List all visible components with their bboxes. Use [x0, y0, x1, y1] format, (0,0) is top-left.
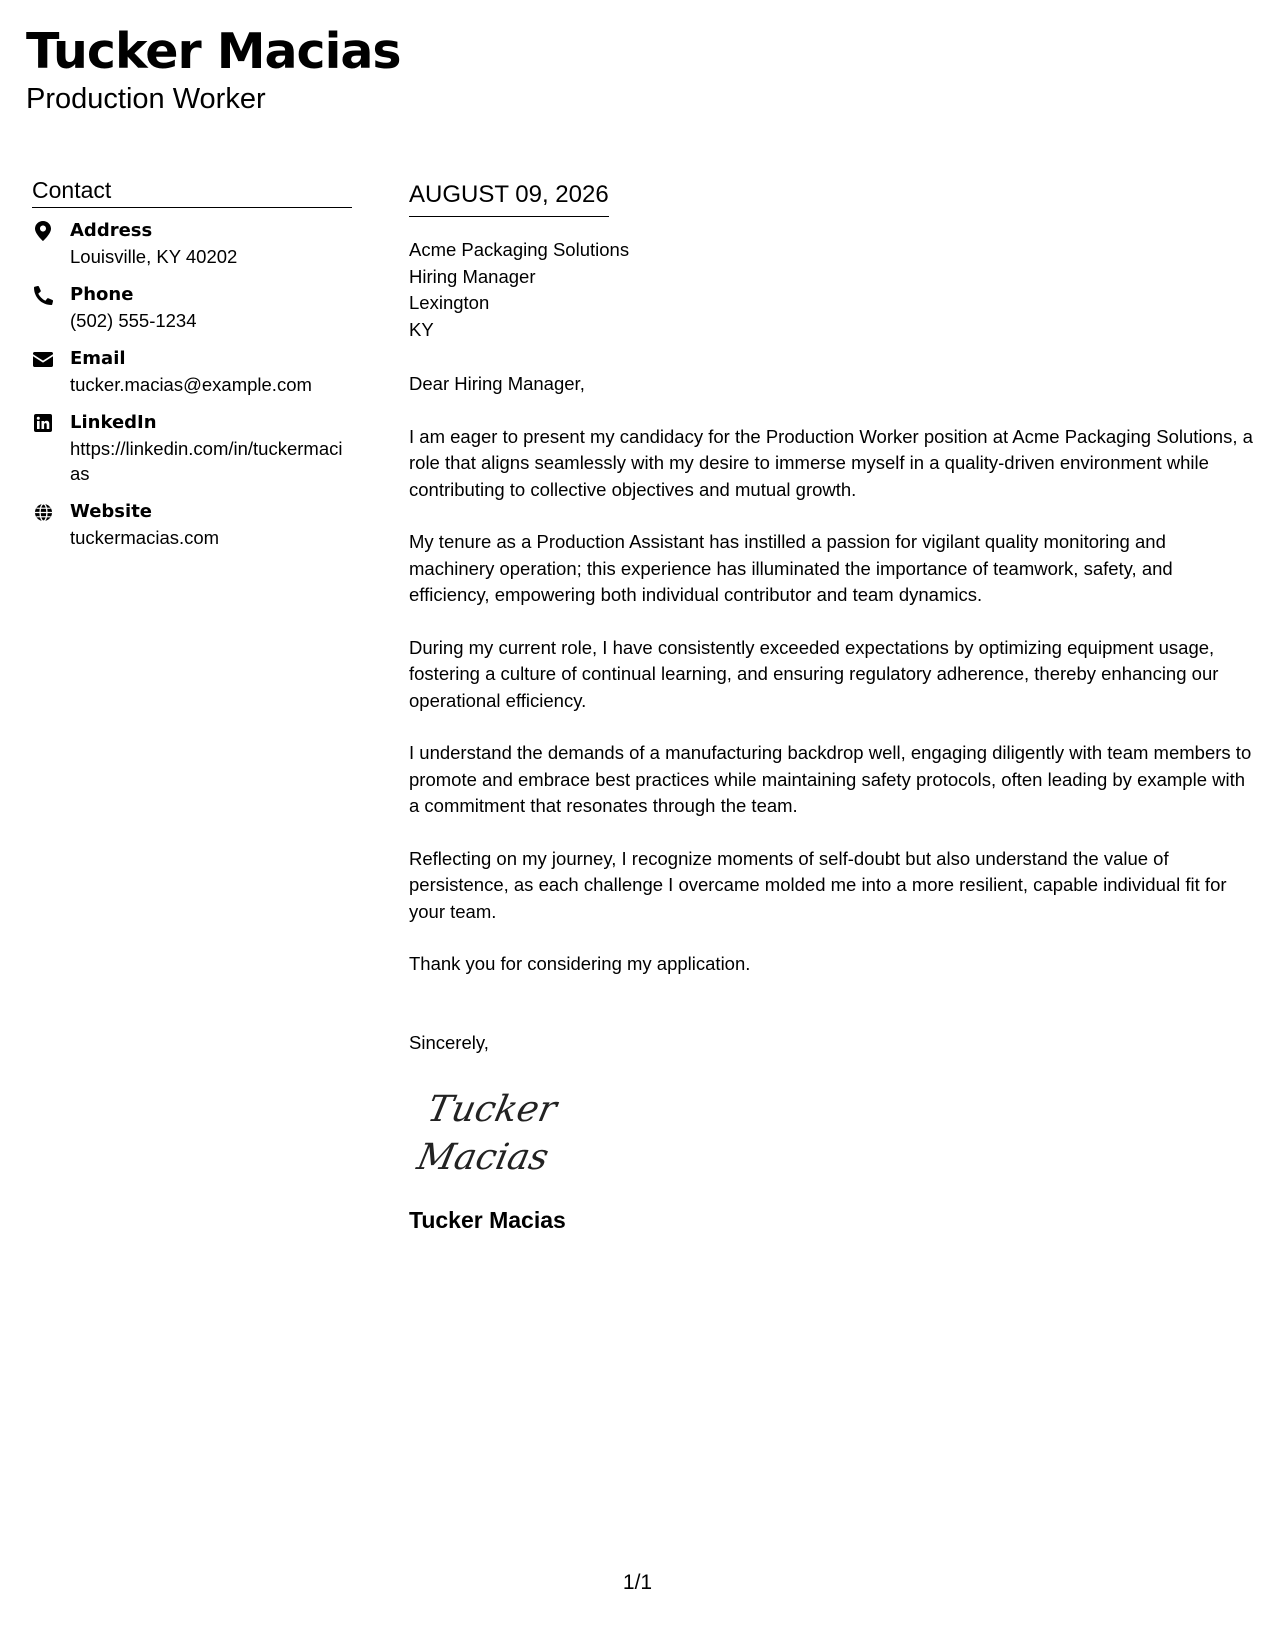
- contact-item-linkedin: [32, 410, 352, 486]
- contact-item-address: [32, 218, 352, 269]
- linkedin-label: LinkedIn: [70, 412, 157, 433]
- address-value: Louisville, KY 40202: [70, 246, 238, 267]
- address-label: Address: [70, 220, 153, 241]
- linkedin-value[interactable]: https://linkedin.com/in/tuckermacias: [70, 438, 343, 484]
- email-label: Email: [70, 348, 126, 369]
- recipient-city: Lexington: [409, 292, 490, 313]
- recipient-block: [409, 237, 1254, 343]
- map-pin-icon: [32, 220, 54, 242]
- recipient-state: KY: [409, 318, 434, 340]
- handwritten-signature: Tucker Macias: [413, 1089, 561, 1178]
- applicant-name: Tucker Macias: [26, 23, 401, 80]
- recipient-role: Hiring Manager: [409, 265, 536, 287]
- contact-heading: Contact: [32, 176, 352, 208]
- cover-letter-body: [409, 180, 1254, 1234]
- website-value[interactable]: tuckermacias.com: [70, 527, 220, 548]
- letter-paragraph: I understand the demands of a manufacturing backdrop well, engaging diligently with team members to promote and embrace best practices while maintaining safety protocols, often leading by example with a commitment that resonates through the team.: [409, 742, 1252, 816]
- phone-value: (502) 555-1234: [70, 310, 197, 331]
- salutation: Dear Hiring Manager,: [409, 373, 585, 394]
- contact-item-website: [32, 499, 352, 550]
- recipient-company: Acme Packaging Solutions: [409, 239, 630, 260]
- email-value[interactable]: tucker.macias@example.com: [70, 374, 312, 395]
- letter-paragraph: Reflecting on my journey, I recognize moments of self-doubt but also understand the value of persistence, as each challenge I overcame molded me into a more resilient, capable individual fit for your team.: [409, 847, 1227, 922]
- linkedin-icon: [32, 412, 54, 434]
- letter-paragraph: Thank you for considering my application.: [409, 953, 751, 974]
- contact-item-phone: [32, 282, 352, 333]
- website-label: Website: [70, 501, 153, 522]
- closing: Sincerely,: [409, 1031, 489, 1053]
- phone-label: Phone: [70, 284, 134, 305]
- contact-item-email: [32, 346, 352, 397]
- letter-paragraph: My tenure as a Production Assistant has instilled a passion for vigilant quality monitoring and machinery operation; this experience has illuminated the importance of teamwork, safety, and efficiency, empowering both individual contributor and team dynamics.: [409, 531, 1173, 605]
- letter-date: AUGUST 09, 2026: [409, 181, 609, 208]
- globe-icon: [32, 501, 54, 523]
- contact-sidebar: [32, 176, 352, 563]
- signer-name: Tucker Macias: [409, 1207, 566, 1233]
- envelope-icon: [32, 348, 54, 370]
- applicant-title: Production Worker: [26, 83, 266, 115]
- letter-date-block: [409, 180, 609, 217]
- letter-paragraph: I am eager to present my candidacy for the Production Worker position at Acme Packaging Solutions, a role that aligns seamlessly with my desire to immerse myself in a quality-driven environment while contributing to collective objectives and mutual growth.: [409, 425, 1253, 500]
- letter-paragraph: During my current role, I have consistently exceeded expectations by optimizing equipment usage, fostering a culture of continual learning, and ensuring regulatory adherence, thereby enhancing our operational efficiency.: [409, 636, 1219, 711]
- phone-icon: [32, 284, 54, 306]
- resume-header: [26, 22, 401, 116]
- page-number: 1/1: [622, 1571, 653, 1594]
